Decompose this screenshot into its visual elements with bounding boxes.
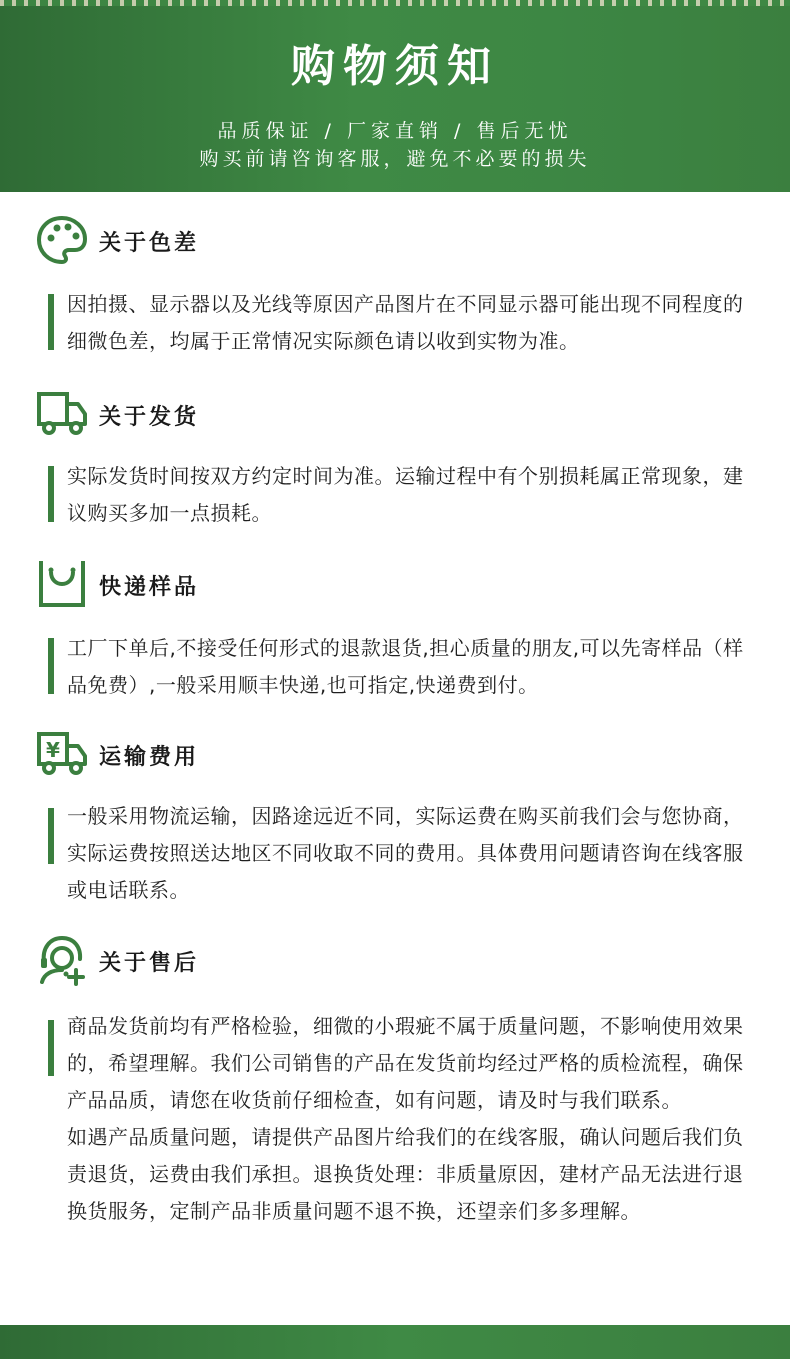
palette-icon: [36, 214, 88, 266]
header-banner: [0, 0, 790, 192]
section-title: 关于售后: [99, 951, 200, 976]
after-sales-paragraph-1: 商品发货前均有严格检验，细微的小瑕疵不属于质量问题，不影响使用效果的，希望理解。我们公司销售的产品在发货前均经过严格的质检流程，确保产品品质，请您在收货前仔细检查，如有问题，请及时与我们联系。: [67, 1014, 744, 1112]
shopping-bag-icon: [36, 558, 88, 610]
section-header: [36, 214, 736, 266]
section-header: [36, 558, 736, 610]
section-accent-bar: [48, 1020, 54, 1076]
svg-text:¥: ¥: [46, 738, 60, 762]
delivery-truck-icon: [36, 388, 88, 440]
section-body: [67, 1008, 747, 1230]
after-sales-paragraph-2: 如遇产品质量问题，请提供产品图片给我们的在线客服，确认问题后我们负责退货，运费由我们承担。退换货处理：非质量原因，建材产品无法进行退换货服务，定制产品非质量问题不退不换，还望亲们多多理解。: [67, 1125, 744, 1223]
header-tagline: 品质保证 / 厂家直销 / 售后无忧: [217, 120, 573, 142]
section-header: [36, 728, 736, 780]
section-title: 关于色差: [99, 231, 200, 256]
section-header: [36, 388, 736, 440]
section-body: 实际发货时间按双方约定时间为准。运输过程中有个别损耗属正常现象，建议购买多加一点损耗。: [67, 464, 744, 525]
section-accent-bar: [48, 808, 54, 864]
section-accent-bar: [48, 466, 54, 522]
section-body: 工厂下单后,不接受任何形式的退款退货,担心质量的朋友,可以先寄样品（样品免费）,一般采用顺丰快递,也可指定,快递费到付。: [67, 636, 744, 697]
section-title: 关于发货: [99, 405, 200, 430]
section-accent-bar: [48, 294, 54, 350]
footer-bar: [0, 1325, 790, 1359]
header-notice: 购买前请咨询客服，避免不必要的损失: [199, 148, 591, 170]
section-header: [36, 934, 736, 986]
customer-service-icon: [36, 934, 88, 986]
section-title: 快递样品: [99, 575, 200, 600]
page-title: 购物须知: [291, 41, 499, 92]
decorative-stripe: [0, 0, 790, 6]
yen-truck-icon: [36, 728, 88, 780]
section-accent-bar: [48, 638, 54, 694]
section-title: 运输费用: [99, 745, 200, 770]
section-body: 因拍摄、显示器以及光线等原因产品图片在不同显示器可能出现不同程度的细微色差，均属于正常情况实际颜色请以收到实物为准。: [67, 292, 744, 353]
section-body: 一般采用物流运输，因路途远近不同，实际运费在购买前我们会与您协商，实际运费按照送达地区不同收取不同的费用。具体费用问题请咨询在线客服或电话联系。: [67, 804, 744, 902]
